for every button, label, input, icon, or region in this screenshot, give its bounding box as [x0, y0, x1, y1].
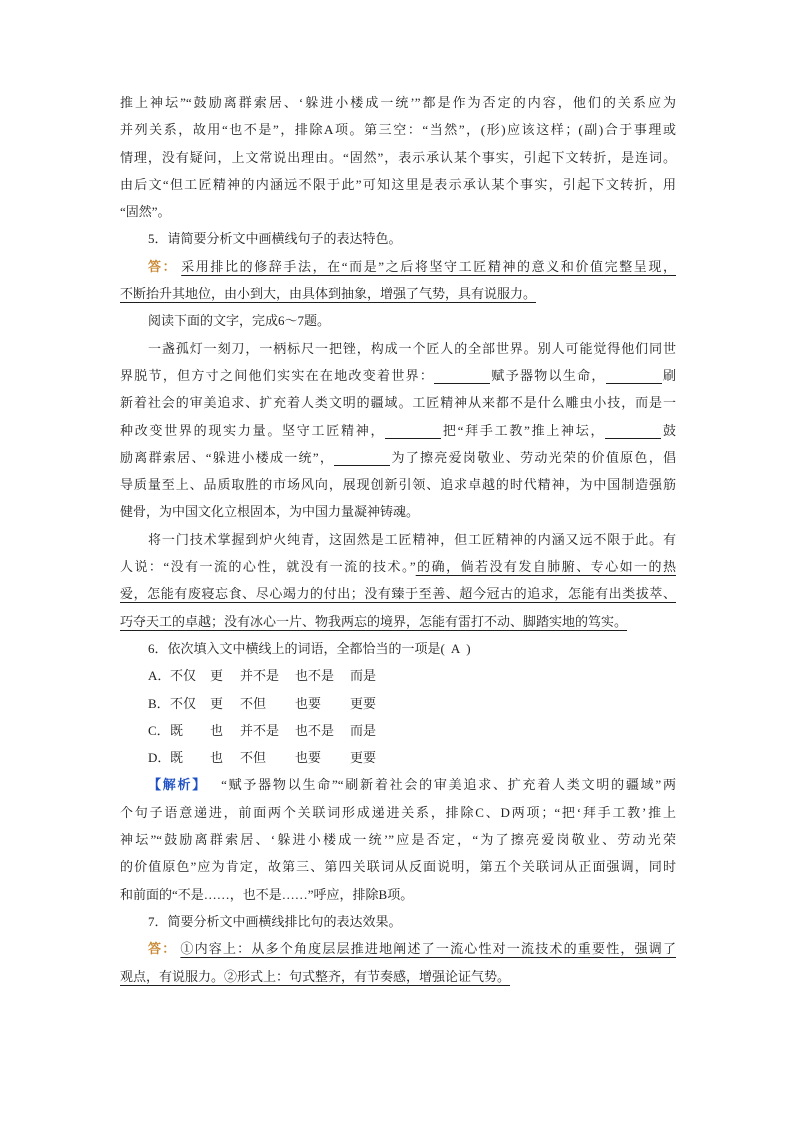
option-word: 更 [210, 668, 224, 684]
document-body [120, 89, 676, 990]
text-line [120, 417, 676, 444]
text-line [120, 362, 676, 389]
text-segment: “固然”。 [120, 204, 171, 220]
text-line [120, 771, 676, 798]
text-line [120, 799, 676, 826]
option-letter: B． [148, 695, 170, 711]
option-word: 也 [210, 750, 224, 766]
option-letter: A． [148, 668, 171, 684]
text-segment: 5．请简要分析文中画横线句子的表达特色。 [148, 231, 402, 247]
answer-5 [120, 253, 676, 308]
text-segment: 界脱节，但方寸之间他们实实在在地改变着世界： [120, 367, 435, 383]
option-word: 而是 [350, 722, 377, 738]
text-segment: 把“拜手工教”推上神坛， [441, 422, 606, 438]
option-word: 不仅 [170, 668, 197, 684]
text-segment: 刷 [661, 367, 676, 383]
option-word: 并不是 [240, 668, 280, 684]
passage-paragraph-2 [120, 526, 676, 635]
answer-key: A [450, 640, 461, 656]
text-line [120, 144, 676, 171]
option-letter: C． [148, 722, 170, 738]
answer-label: 答： [148, 258, 178, 274]
text-line [120, 580, 676, 607]
text-line [120, 635, 676, 662]
question-6 [120, 635, 676, 662]
fill-in-blank [606, 369, 662, 384]
text-line [120, 881, 676, 908]
text-line [120, 253, 676, 280]
text-line [120, 225, 676, 252]
question-6-options [120, 662, 676, 771]
text-segment: 赋予器物以生命， [490, 367, 606, 383]
option-word: 不仅 [170, 695, 197, 711]
text-segment: 由后文“但工匠精神的内涵远不限于此”可知这里是表示承认某个事实，引起下文转折，用 [120, 176, 676, 192]
text-line [120, 116, 676, 143]
text-line [120, 307, 676, 334]
underlined-text: 爱，怎能有废寝忘食、尽心竭力的付出；没有臻于至善、超今冠古的追求，怎能有出类拔萃、 [120, 586, 676, 602]
text-line [120, 908, 676, 935]
q4-analysis-continued [120, 89, 676, 225]
text-segment: “赋予器物以生命”“刷新着社会的审美追求、扩充着人类文明的疆域”两 [221, 777, 676, 793]
text-segment: 情理，没有疑问，上文常说出理由。“固然”，表示承认某个事实，引起下文转折，是连词。 [120, 149, 676, 165]
text-segment: 和前面的“不是……，也不是……”呼应，排除B项。 [120, 886, 414, 902]
option-letter: D． [148, 750, 171, 766]
option-word: 更要 [350, 695, 377, 711]
underlined-text: 巧夺天工的卓越；没有冰心一片、物我两忘的境界，怎能有雷打不动、脚踏实地的笃实。 [120, 613, 628, 629]
text-line [120, 444, 676, 471]
answer-label: 答： [148, 941, 177, 957]
text-line [120, 280, 676, 307]
text-line [120, 553, 676, 580]
text-segment: 7．简要分析文中画横线排比句的表达效果。 [148, 913, 402, 929]
option-word: 也不是 [295, 668, 335, 684]
text-line [120, 935, 676, 962]
text-line [120, 526, 676, 553]
text-segment: 神坛”“鼓励离群索居、‘躲进小楼成一统’”应是否定，“为了擦亮爱岗敬业、劳动光荣 [120, 832, 676, 848]
underlined-text: 采用排比的修辞手法，在“而是”之后将坚守工匠精神的意义和价值完整呈现， [181, 258, 676, 274]
text-line [120, 826, 676, 853]
option-word: 并不是 [240, 722, 280, 738]
text-line [120, 171, 676, 198]
text-line [120, 853, 676, 880]
option-word: 也 [210, 722, 224, 738]
option-word: 不但 [240, 750, 267, 766]
text-line [120, 963, 676, 990]
underlined-text: 观点，有说服力。②形式上：句式整齐，有节奏感，增强论证气势。 [120, 968, 511, 984]
text-line [120, 335, 676, 362]
text-segment: 阅读下面的文字，完成6～7题。 [148, 313, 331, 329]
text-segment: 一盏孤灯一刻刀，一柄标尺一把锉，构成一个匠人的全部世界。别人可能觉得他们同世 [148, 340, 676, 356]
option-word: 也要 [295, 695, 322, 711]
text-line [120, 498, 676, 525]
fill-in-blank [334, 451, 390, 466]
text-segment: 励离群索居、“躲进小楼成一统”， [120, 449, 335, 465]
text-segment: ) [466, 640, 471, 656]
text-line [120, 608, 676, 635]
option-word: 既 [170, 750, 184, 766]
option-word: 而是 [350, 668, 377, 684]
text-segment: 个句子语意递进，前面两个关联词形成递进关系，排除C、D两项；“把‘拜手工教’推上 [120, 804, 676, 820]
question-7 [120, 908, 676, 935]
text-segment: 6．依次填入文中横线上的词语，全都恰当的一项是( [148, 640, 445, 656]
underlined-text: ①内容上：从多个角度层层推进地阐述了一流心性对一流技术的重要性，强调了 [180, 941, 676, 957]
text-segment: 鼓 [661, 422, 676, 438]
text-segment: 推上神坛”“鼓励离群索居、‘躲进小楼成一统’”都是作为否定的内容，他们的关系应为 [120, 95, 676, 110]
question-5 [120, 225, 676, 252]
underlined-text: 的确，倘若没有发自肺腑、专心如一的热 [415, 559, 676, 575]
option-b [120, 690, 676, 717]
text-line [120, 389, 676, 416]
analysis-label: 【解析】 [148, 777, 208, 793]
text-segment: 人说：“没有一流的心性，就没有一流的技术。” [120, 559, 416, 575]
option-word: 更 [210, 695, 224, 711]
option-word: 也不是 [295, 722, 335, 738]
fill-in-blank [605, 424, 661, 439]
text-segment: 为了擦亮爱岗敬业、劳动光荣的价值原色，倡 [390, 449, 676, 465]
option-word: 更要 [350, 750, 377, 766]
text-segment: 健骨，为中国文化立根固本，为中国力量凝神铸魂。 [120, 504, 420, 520]
option-d [120, 744, 676, 771]
text-segment: 导质量至上、品质取胜的市场风向，展现创新引领、追求卓越的时代精神，为中国制造强筋 [120, 477, 676, 493]
option-a [120, 662, 676, 689]
text-line [120, 198, 676, 225]
text-segment: 新着社会的审美追求、扩充着人类文明的疆域。工匠精神从来都不是什么雕虫小技，而是一 [120, 395, 676, 411]
fill-in-blank [434, 369, 490, 384]
question-6-analysis [120, 771, 676, 907]
fill-in-blank [385, 424, 441, 439]
passage-paragraph-1 [120, 335, 676, 526]
underlined-text: 不断抬升其地位，由小到大，由具体到抽象，增强了气势，具有说服力。 [120, 286, 537, 302]
text-line [120, 471, 676, 498]
option-word: 既 [170, 722, 184, 738]
option-word: 不但 [240, 695, 267, 711]
text-segment: 并列关系，故用“也不是”，排除A项。第三空：“当然”，(形)应该这样；(副)合于事理或 [120, 122, 676, 138]
answer-7 [120, 935, 676, 990]
text-line [120, 89, 676, 116]
text-segment: 将一门技术掌握到炉火纯青，这固然是工匠精神，但工匠精神的内涵又远不限于此。有 [148, 531, 676, 547]
option-word: 也要 [295, 750, 322, 766]
option-c [120, 717, 676, 744]
reading-instruction [120, 307, 676, 334]
text-segment: 种改变世界的现实力量。坚守工匠精神， [120, 422, 386, 438]
text-segment: 的价值原色”应为肯定，故第三、第四关联词从反面说明，第五个关联词从正面强调，同时 [120, 859, 676, 875]
